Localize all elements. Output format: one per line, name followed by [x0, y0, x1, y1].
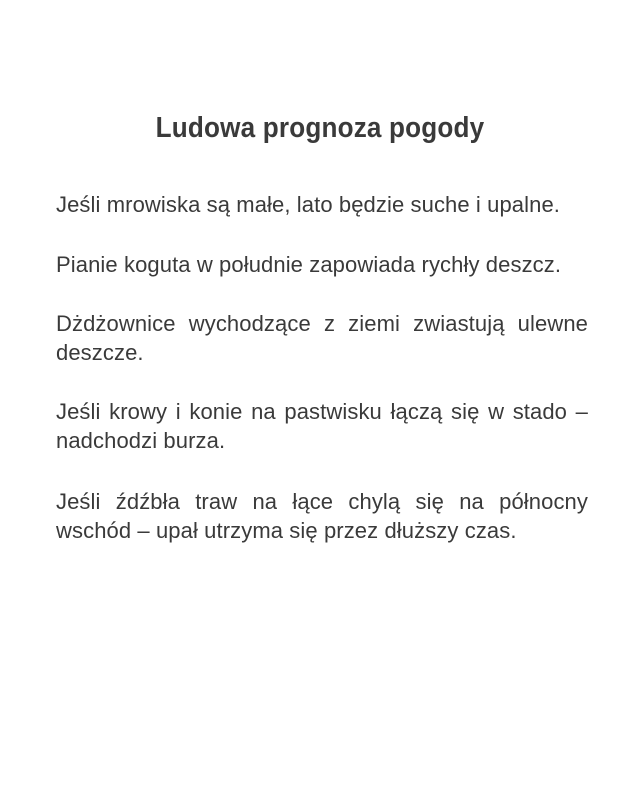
saying-anthills: Jeśli mrowiska są małe, lato będzie suche i upalne. — [56, 192, 561, 217]
saying-grass-blades: Jeśli źdźbła traw na łące chylą się na północny wschód – upał utrzyma się przez dłuższy czas. — [56, 489, 588, 543]
saying-rooster: Pianie koguta w południe zapowiada rychły deszcz. — [56, 252, 562, 277]
saying-earthworms: Dżdżownice wychodzące z ziemi zwiastują ulewne deszcze. — [56, 311, 588, 365]
page-title: Ludowa prognoza pogody — [155, 112, 485, 144]
saying-cows-horses: Jeśli krowy i konie na pastwisku łączą się w stado – nadchodzi burza. — [56, 399, 588, 453]
